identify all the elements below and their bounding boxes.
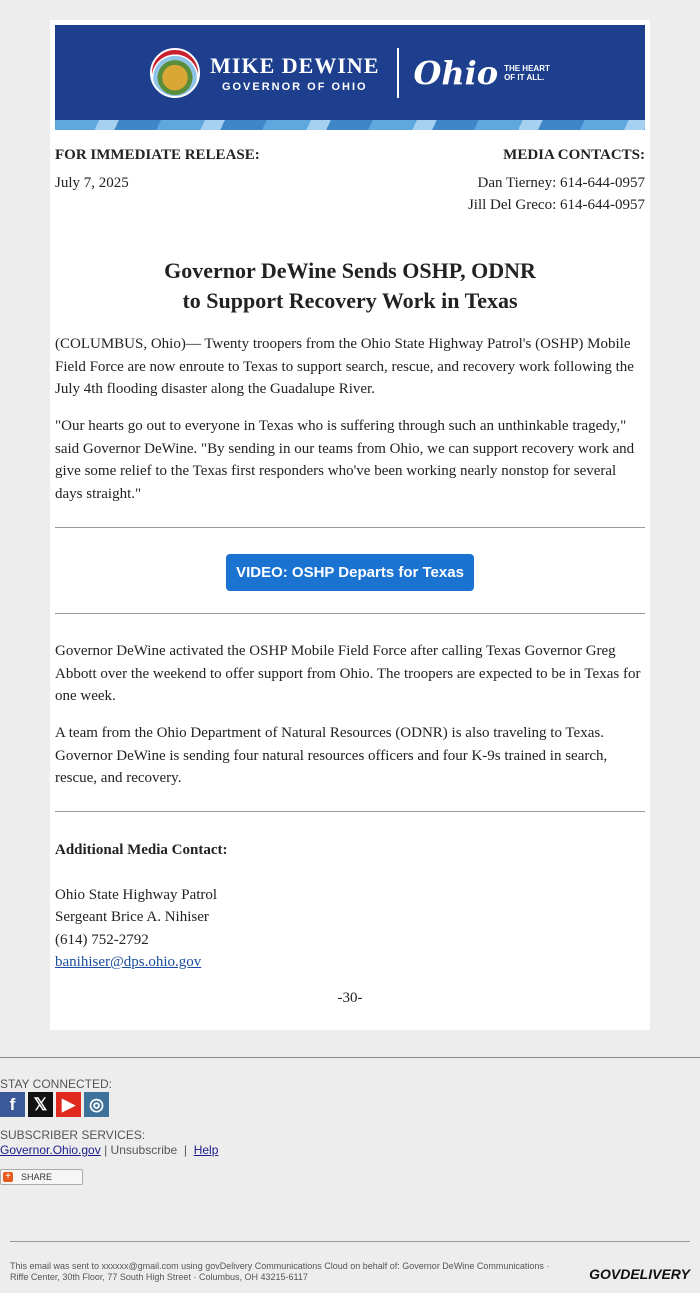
contact-phone: (614) 752-2792 — [55, 931, 149, 948]
legal-text: This email was sent to xxxxxx@gmail.com using govDelivery Communications Cloud on behalf of: Governor DeWine Communications · Riffe Center, 30th Floor, 77 South High Street · Columbus, OH 43215-6117 — [10, 1261, 550, 1282]
additional-contact-heading: Additional Media Contact: — [55, 842, 228, 858]
ohio-governor-seal-icon — [150, 48, 200, 98]
article-title — [55, 256, 645, 316]
paragraph-2: "Our hearts go out to everyone in Texas who is suffering through such an unthinkable tragedy," said Governor DeWine. "By sending in our teams from Ohio, we can support recovery work and give some relief to the Texas first responders who've been working nearly nonstop for several days straight." — [55, 418, 635, 502]
governor-name-block — [210, 53, 379, 93]
release-label: FOR IMMEDIATE RELEASE: — [55, 147, 260, 163]
youtube-icon[interactable]: ▶ — [56, 1092, 81, 1117]
stay-connected-label: STAY CONNECTED: — [0, 1077, 113, 1091]
header-banner — [55, 25, 645, 120]
share-button[interactable] — [0, 1169, 83, 1185]
release-info — [55, 144, 260, 194]
govdelivery-logo: GOVDELIVERY — [589, 1266, 690, 1282]
paragraph-3: Governor DeWine activated the OSHP Mobile Field Force after calling Texas Governor Greg Abbott over the weekend to offer support from Ohio. The troopers are expected to be in Texas for one week. — [55, 643, 641, 704]
subscriber-services-label: SUBSCRIBER SERVICES: — [0, 1128, 146, 1142]
media-contact-1: Dan Tierney: 614-644-0957 — [477, 175, 645, 191]
x-icon[interactable]: 𝕏 — [28, 1092, 53, 1117]
social-links — [0, 1092, 109, 1117]
video-button[interactable]: VIDEO: OSHP Departs for Texas — [226, 554, 474, 591]
end-mark: -30- — [337, 990, 363, 1006]
governor-name: MIKE DEWINE — [210, 52, 380, 78]
legal-divider — [10, 1241, 690, 1242]
contact-org: Ohio State Highway Patrol — [55, 886, 218, 903]
media-contact-2: Jill Del Greco: 614-644-0957 — [467, 197, 645, 213]
plus-icon: + — [3, 1172, 13, 1182]
divider-3 — [55, 811, 645, 812]
subscriber-links — [0, 1143, 218, 1157]
facebook-icon[interactable]: f — [0, 1092, 25, 1117]
divider-2 — [55, 613, 645, 614]
press-release-card — [50, 20, 650, 1030]
banner-stripes — [55, 120, 645, 130]
ohio-tagline-line-1: THE HEART — [504, 63, 550, 73]
link-separator-2: | — [177, 1143, 194, 1157]
contact-name: Sergeant Brice A. Nihiser — [55, 909, 209, 925]
link-separator-1: | — [100, 1143, 111, 1157]
governor-site-link[interactable]: Governor.Ohio.gov — [0, 1143, 101, 1157]
media-contacts-label: MEDIA CONTACTS: — [503, 147, 645, 163]
paragraph-4: A team from the Ohio Department of Natural Resources (ODNR) is also traveling to Texas. Governor DeWine is sending four natural resources officers and four K-9s trained in search, rescue, and recovery. — [55, 725, 608, 786]
governor-title: GOVERNOR OF OHIO — [221, 80, 368, 93]
title-line-2: to Support Recovery Work in Texas — [182, 288, 518, 313]
footer-divider — [0, 1057, 700, 1058]
contact-email-link[interactable]: banihiser@dps.ohio.gov — [55, 954, 202, 970]
release-date: July 7, 2025 — [55, 175, 129, 191]
instagram-icon[interactable]: ◎ — [84, 1092, 109, 1117]
additional-media-contact — [55, 839, 228, 974]
unsubscribe-link[interactable]: Unsubscribe — [110, 1143, 178, 1157]
paragraph-1: (COLUMBUS, Ohio)— Twenty troopers from the Ohio State Highway Patrol's (OSHP) Mobile Field Force are now enroute to Texas to support search, rescue, and recovery work following the July 4th flooding disaster along the Guadalupe River. — [55, 336, 634, 397]
ohio-tagline-line-2: OF IT ALL. — [504, 72, 545, 82]
ohio-tagline — [504, 64, 550, 82]
banner-divider — [397, 48, 399, 98]
divider-1 — [55, 527, 645, 528]
title-line-1: Governor DeWine Sends OSHP, ODNR — [164, 258, 536, 283]
help-link[interactable]: Help — [193, 1143, 219, 1157]
media-contacts — [468, 144, 645, 216]
ohio-logo: Ohio — [413, 53, 499, 92]
share-label: SHARE — [21, 1172, 53, 1182]
